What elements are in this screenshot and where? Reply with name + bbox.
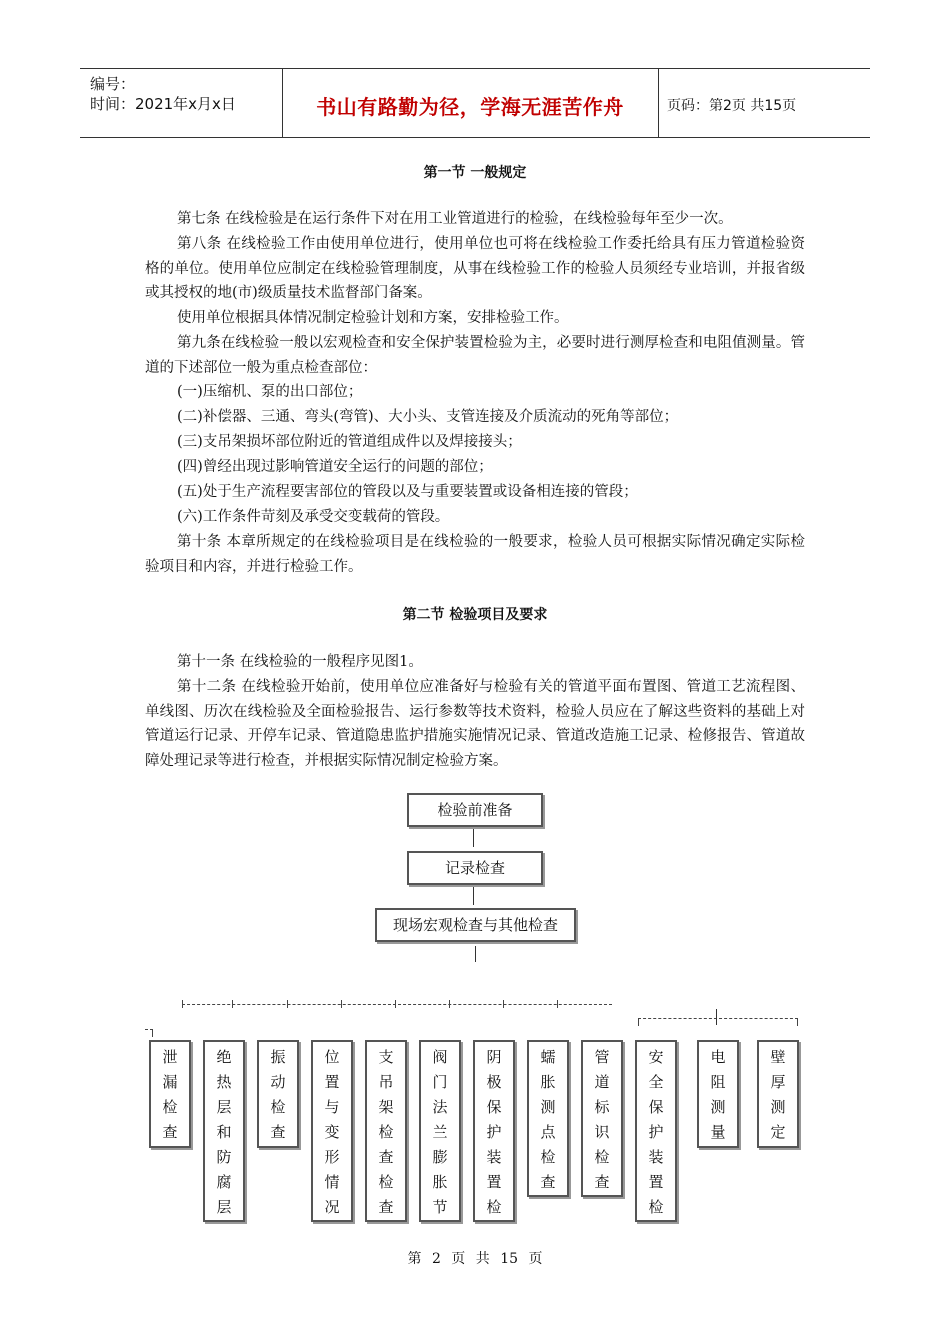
flow-item-char: 安 [648, 1048, 664, 1066]
flow-item-char: 层 [216, 1098, 232, 1116]
flow-item-char: 道 [594, 1073, 610, 1091]
flow-item-char: 全 [648, 1073, 664, 1091]
flow-item-char: 阀 [432, 1048, 448, 1066]
list-item: (一)压缩机、泵的出口部位； [177, 384, 363, 400]
flow-item-char: 查 [540, 1173, 556, 1191]
branch-line [182, 1004, 612, 1005]
flow-item-char: 置 [324, 1073, 340, 1091]
branch-tick [232, 1000, 233, 1008]
list-item: (四)曾经出现过影响管道安全运行的问题的部位； [177, 459, 493, 475]
flow-item-char: 动 [270, 1073, 286, 1091]
flow-item-char: 壁 [770, 1048, 786, 1066]
flow-item-insulation [203, 1040, 245, 1222]
flow-item-char: 门 [432, 1073, 448, 1091]
flow-item-char: 检 [162, 1098, 178, 1116]
flow-item-char: 位 [324, 1048, 340, 1066]
flow-item-char: 节 [432, 1198, 448, 1216]
flow-connector [473, 887, 474, 905]
flow-item-char: 管 [594, 1048, 610, 1066]
flow-item-char: 形 [324, 1148, 340, 1166]
flow-item-char: 保 [648, 1098, 664, 1116]
flow-item-char: 置 [648, 1173, 664, 1191]
flow-item-char: 查 [162, 1123, 178, 1141]
branch-tick [797, 1018, 798, 1026]
flow-item-char: 腐 [216, 1173, 232, 1191]
flow-item-char: 和 [216, 1123, 232, 1141]
header-page-info: 页码：第2页 共15页 [667, 98, 797, 114]
flow-item-char: 变 [324, 1123, 340, 1141]
flow-item-char: 与 [324, 1098, 340, 1116]
flow-item-position [311, 1040, 353, 1222]
flow-step-onsite: 现场宏观检查与其他检查 [375, 908, 576, 942]
branch-tick [152, 1029, 153, 1037]
flow-step-prepare: 检验前准备 [407, 793, 543, 827]
flow-item-char: 电 [710, 1048, 726, 1066]
flow-item-char: 检 [486, 1198, 502, 1216]
flow-item-char: 吊 [378, 1073, 394, 1091]
flow-item-char: 标 [594, 1098, 610, 1116]
flow-item-char: 情 [324, 1173, 340, 1191]
flow-item-char: 检 [378, 1173, 394, 1191]
doc-number-label: 编号： [90, 75, 136, 93]
branch-line-right [638, 1018, 798, 1019]
flow-item-marking [581, 1040, 623, 1197]
branch-tick [557, 1000, 558, 1008]
flow-item-char: 振 [270, 1048, 286, 1066]
flow-item-char: 泄 [162, 1048, 178, 1066]
flow-item-leak [149, 1040, 191, 1148]
flow-item-char: 蠕 [540, 1048, 556, 1066]
flow-item-char: 护 [648, 1123, 664, 1141]
flow-item-char: 支 [378, 1048, 394, 1066]
list-item: (六)工作条件苛刻及承受交变载荷的管段。 [177, 509, 450, 525]
branch-tick [182, 1000, 183, 1008]
flow-item-vibration [257, 1040, 299, 1148]
flow-item-char: 兰 [432, 1123, 448, 1141]
flow-item-char: 极 [486, 1073, 502, 1091]
branch-tick [287, 1000, 288, 1008]
flow-item-char: 识 [594, 1123, 610, 1141]
flow-item-char: 架 [378, 1098, 394, 1116]
flow-connector [473, 829, 474, 847]
page-header [80, 68, 870, 138]
flow-item-creep [527, 1040, 569, 1197]
flow-step-records: 记录检查 [407, 851, 543, 885]
flow-item-char: 保 [486, 1098, 502, 1116]
flow-item-char: 检 [378, 1123, 394, 1141]
flow-item-char: 漏 [162, 1073, 178, 1091]
article-10: 第十条 本章所规定的在线检验项目是在线检验的一般要求，检验人员可根据实际情况确定实际检验项目和内容，并进行检验工作。 [145, 534, 805, 575]
branch-tick [638, 1018, 639, 1026]
article-7: 第七条 在线检验是在运行条件下对在用工业管道进行的检验，在线检验每年至少一次。 [177, 211, 733, 227]
flow-item-char: 厚 [770, 1073, 786, 1091]
flow-connector [475, 946, 476, 962]
flow-item-char: 测 [770, 1098, 786, 1116]
flow-item-char: 定 [770, 1123, 786, 1141]
section1-title: 第一节 一般规定 [423, 165, 527, 181]
flow-item-cathodic [473, 1040, 515, 1222]
branch-tick [449, 1000, 450, 1008]
section2-title: 第二节 检验项目及要求 [402, 607, 548, 623]
flow-item-char: 测 [710, 1098, 726, 1116]
flow-item-char: 测 [540, 1098, 556, 1116]
flow-item-support [365, 1040, 407, 1222]
branch-tick [716, 1009, 717, 1025]
flow-item-char: 置 [486, 1173, 502, 1191]
flow-item-resistance [697, 1040, 739, 1148]
flow-item-char: 检 [540, 1148, 556, 1166]
flow-item-char: 阴 [486, 1048, 502, 1066]
list-item: (二)补偿器、三通、弯头(弯管)、大小头、支管连接及介质流动的死角等部位； [177, 409, 679, 425]
list-item: (五)处于生产流程要害部位的管段以及与重要装置或设备相连接的管段； [177, 484, 638, 500]
flow-item-char: 装 [486, 1148, 502, 1166]
flow-item-char: 阻 [710, 1073, 726, 1091]
article-8-cont: 使用单位根据具体情况制定检验计划和方案，安排检验工作。 [177, 310, 569, 326]
flow-item-char: 绝 [216, 1048, 232, 1066]
header-right-cell [659, 69, 870, 137]
branch-tick [503, 1000, 504, 1008]
flow-item-thickness [757, 1040, 799, 1148]
flow-item-char: 膨 [432, 1148, 448, 1166]
doc-time-label: 时间：2021年x月x日 [90, 95, 236, 113]
flow-item-char: 检 [594, 1148, 610, 1166]
flow-item-valve [419, 1040, 461, 1222]
article-11: 第十一条 在线检验的一般程序见图1。 [177, 654, 423, 670]
flow-item-char: 点 [540, 1123, 556, 1141]
flow-item-char: 检 [270, 1098, 286, 1116]
flow-item-char: 胀 [432, 1173, 448, 1191]
flow-item-char: 防 [216, 1148, 232, 1166]
flow-item-char: 护 [486, 1123, 502, 1141]
header-left-cell [80, 69, 283, 137]
flow-item-char: 量 [710, 1123, 726, 1141]
flow-item-char: 检 [648, 1198, 664, 1216]
flow-item-char: 法 [432, 1098, 448, 1116]
branch-tick [395, 1000, 396, 1008]
flow-item-char: 装 [648, 1148, 664, 1166]
branch-tick [341, 1000, 342, 1008]
list-item: (三)支吊架损坏部位附近的管道组成件以及焊接接头； [177, 434, 522, 450]
header-motto: 书山有路勤为径，学海无涯苦作舟 [316, 95, 624, 119]
flow-item-char: 胀 [540, 1073, 556, 1091]
flow-item-safety [635, 1040, 677, 1222]
flow-item-char: 况 [324, 1198, 340, 1216]
article-9: 第九条在线检验一般以宏观检查和安全保护装置检验为主，必要时进行测厚检查和电阻值测量。管道的下述部位一般为重点检查部位： [145, 335, 805, 376]
flow-item-char: 层 [216, 1198, 232, 1216]
header-center-cell [282, 69, 659, 137]
flow-item-char: 查 [378, 1148, 394, 1166]
flow-item-char: 查 [594, 1173, 610, 1191]
article-12: 第十二条 在线检验开始前，使用单位应准备好与检验有关的管道平面布置图、管道工艺流程图、单线图、历次在线检验及全面检验报告、运行参数等技术资料，检验人员应在了解这些资料的基础上对管道运行记录、开停车记录、管道隐患监护措施实施情况记录、管道改造施工记录、检修报告、管道故障处理记录等进行检查，并根据实际情况制定检验方案。 [145, 679, 805, 769]
article-8: 第八条 在线检验工作由使用单位进行，使用单位也可将在线检验工作委托给具有压力管道检验资格的单位。使用单位应制定在线检验管理制度，从事在线检验工作的检验人员须经专业培训，并报省级或其授权的地(市)级质量技术监督部门备案。 [145, 236, 805, 302]
flow-item-char: 查 [270, 1123, 286, 1141]
page-footer: 第 2 页 共 15 页 [407, 1251, 543, 1267]
flow-item-char: 查 [378, 1198, 394, 1216]
flow-item-char: 热 [216, 1073, 232, 1091]
